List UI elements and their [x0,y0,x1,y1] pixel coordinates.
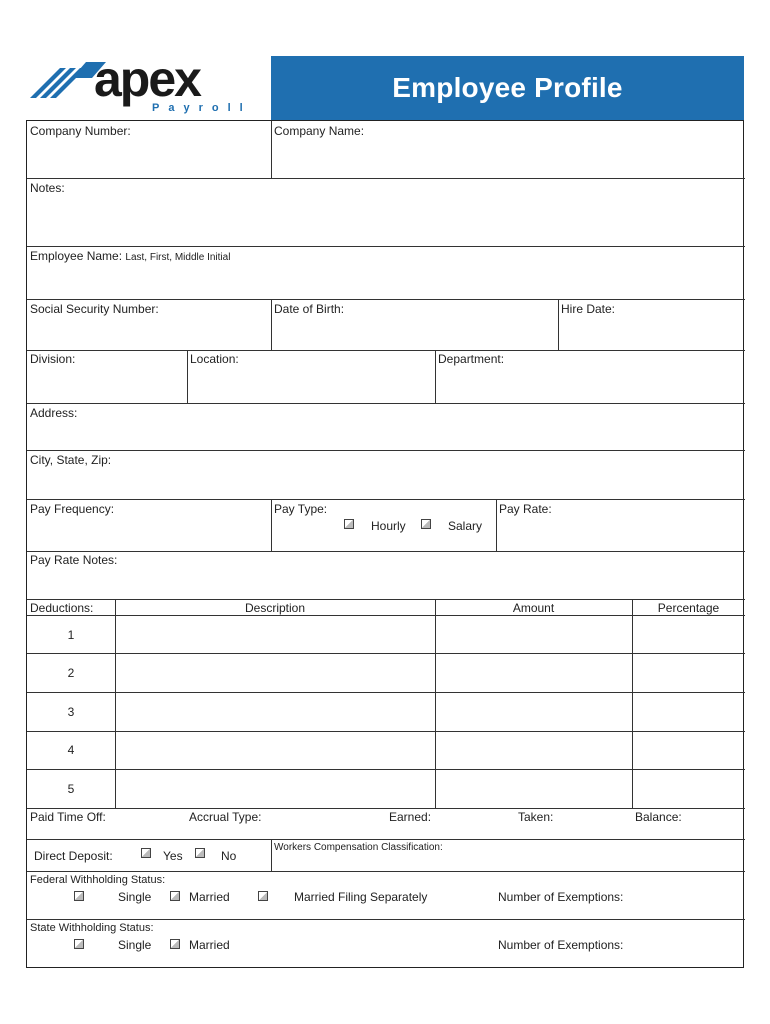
salary-checkbox[interactable] [421,519,431,529]
pto-label: Paid Time Off: [30,810,106,824]
deduction-amount-field[interactable] [437,694,630,730]
federal-single-label: Single [118,890,152,904]
deduction-percentage-field[interactable] [634,617,743,652]
deductions-percentage-header: Percentage [657,601,720,615]
workers-comp-label: Workers Compensation Classification: [274,842,443,853]
hourly-checkbox[interactable] [344,519,354,529]
deduction-row-number: 4 [67,743,75,757]
city-state-zip-field[interactable] [28,469,743,498]
federal-withholding-label: Federal Withholding Status: [30,874,166,886]
deduction-percentage-field[interactable] [634,694,743,730]
dob-label: Date of Birth: [274,302,345,316]
pay-rate-notes-label: Pay Rate Notes: [30,553,118,567]
notes-field[interactable] [28,197,743,245]
deduction-description-field[interactable] [117,694,433,730]
pay-type-label: Pay Type: [274,502,328,516]
no-label: No [221,849,237,863]
deduction-percentage-field[interactable] [634,655,743,691]
deduction-row-number: 5 [67,782,75,796]
federal-married-checkbox[interactable] [170,891,180,901]
division-field[interactable] [28,369,186,402]
ssn-field[interactable] [28,318,270,349]
deduction-amount-field[interactable] [437,771,630,807]
company-number-field[interactable] [28,141,270,177]
deduction-description-field[interactable] [117,655,433,691]
workers-comp-field[interactable] [273,855,743,870]
hire-date-field[interactable] [560,318,743,349]
location-label: Location: [190,352,239,366]
deduction-percentage-field[interactable] [634,733,743,768]
company-number-label: Company Number: [30,124,131,138]
direct-deposit-no-checkbox[interactable] [195,848,205,858]
employee-name-title: Employee Name: [30,249,123,263]
employee-profile-form [26,120,744,968]
taken-label: Taken: [518,810,554,824]
ssn-label: Social Security Number: [30,302,159,316]
logo-subtext: Payroll [152,102,252,114]
city-state-zip-label: City, State, Zip: [30,453,112,467]
hire-date-label: Hire Date: [561,302,616,316]
company-name-field[interactable] [273,141,743,177]
federal-single-checkbox[interactable] [74,891,84,901]
logo-wordmark: apex [94,51,200,107]
deduction-row-number: 1 [67,628,75,642]
notes-label: Notes: [30,181,65,195]
deduction-percentage-field[interactable] [634,771,743,807]
federal-exemptions-label: Number of Exemptions: [498,890,624,904]
location-field[interactable] [189,369,434,402]
pay-rate-label: Pay Rate: [499,502,552,516]
deduction-row-number: 2 [67,666,75,680]
state-withholding-label: State Withholding Status: [30,922,154,934]
balance-label: Balance: [635,810,682,824]
pay-frequency-label: Pay Frequency: [30,502,115,516]
deduction-row-number: 3 [67,705,75,719]
division-label: Division: [30,352,76,366]
address-label: Address: [30,406,78,420]
federal-married-label: Married [189,890,230,904]
state-exemptions-field[interactable] [637,933,743,957]
federal-exemptions-field[interactable] [637,885,743,909]
direct-deposit-label: Direct Deposit: [34,849,113,863]
state-single-label: Single [118,938,152,952]
deduction-amount-field[interactable] [437,617,630,652]
company-name-label: Company Name: [274,124,365,138]
employee-name-label [30,249,230,263]
address-field[interactable] [28,421,743,449]
pay-rate-notes-field[interactable] [28,569,743,598]
page-title: Employee Profile [392,72,623,103]
pay-rate-field[interactable] [498,519,743,550]
employee-name-hint: Last, First, Middle Initial [125,252,231,263]
yes-label: Yes [163,849,183,863]
accrual-type-label: Accrual Type: [189,810,262,824]
federal-married-separately-label: Married Filing Separately [294,890,428,904]
department-field[interactable] [437,369,743,402]
deductions-amount-header: Amount [512,601,555,615]
employee-name-field[interactable] [28,265,743,298]
dob-field[interactable] [273,318,557,349]
hourly-label: Hourly [371,519,406,533]
deduction-description-field[interactable] [117,617,433,652]
state-exemptions-label: Number of Exemptions: [498,938,624,952]
state-married-label: Married [189,938,230,952]
deduction-description-field[interactable] [117,771,433,807]
deduction-amount-field[interactable] [437,733,630,768]
federal-married-separately-checkbox[interactable] [258,891,268,901]
direct-deposit-yes-checkbox[interactable] [141,848,151,858]
deductions-label: Deductions: [30,601,94,615]
pay-frequency-field[interactable] [28,519,270,550]
deduction-description-field[interactable] [117,733,433,768]
deductions-description-header: Description [244,601,306,615]
salary-label: Salary [448,519,483,533]
department-label: Department: [438,352,505,366]
deduction-amount-field[interactable] [437,655,630,691]
earned-label: Earned: [389,810,432,824]
state-married-checkbox[interactable] [170,939,180,949]
state-single-checkbox[interactable] [74,939,84,949]
